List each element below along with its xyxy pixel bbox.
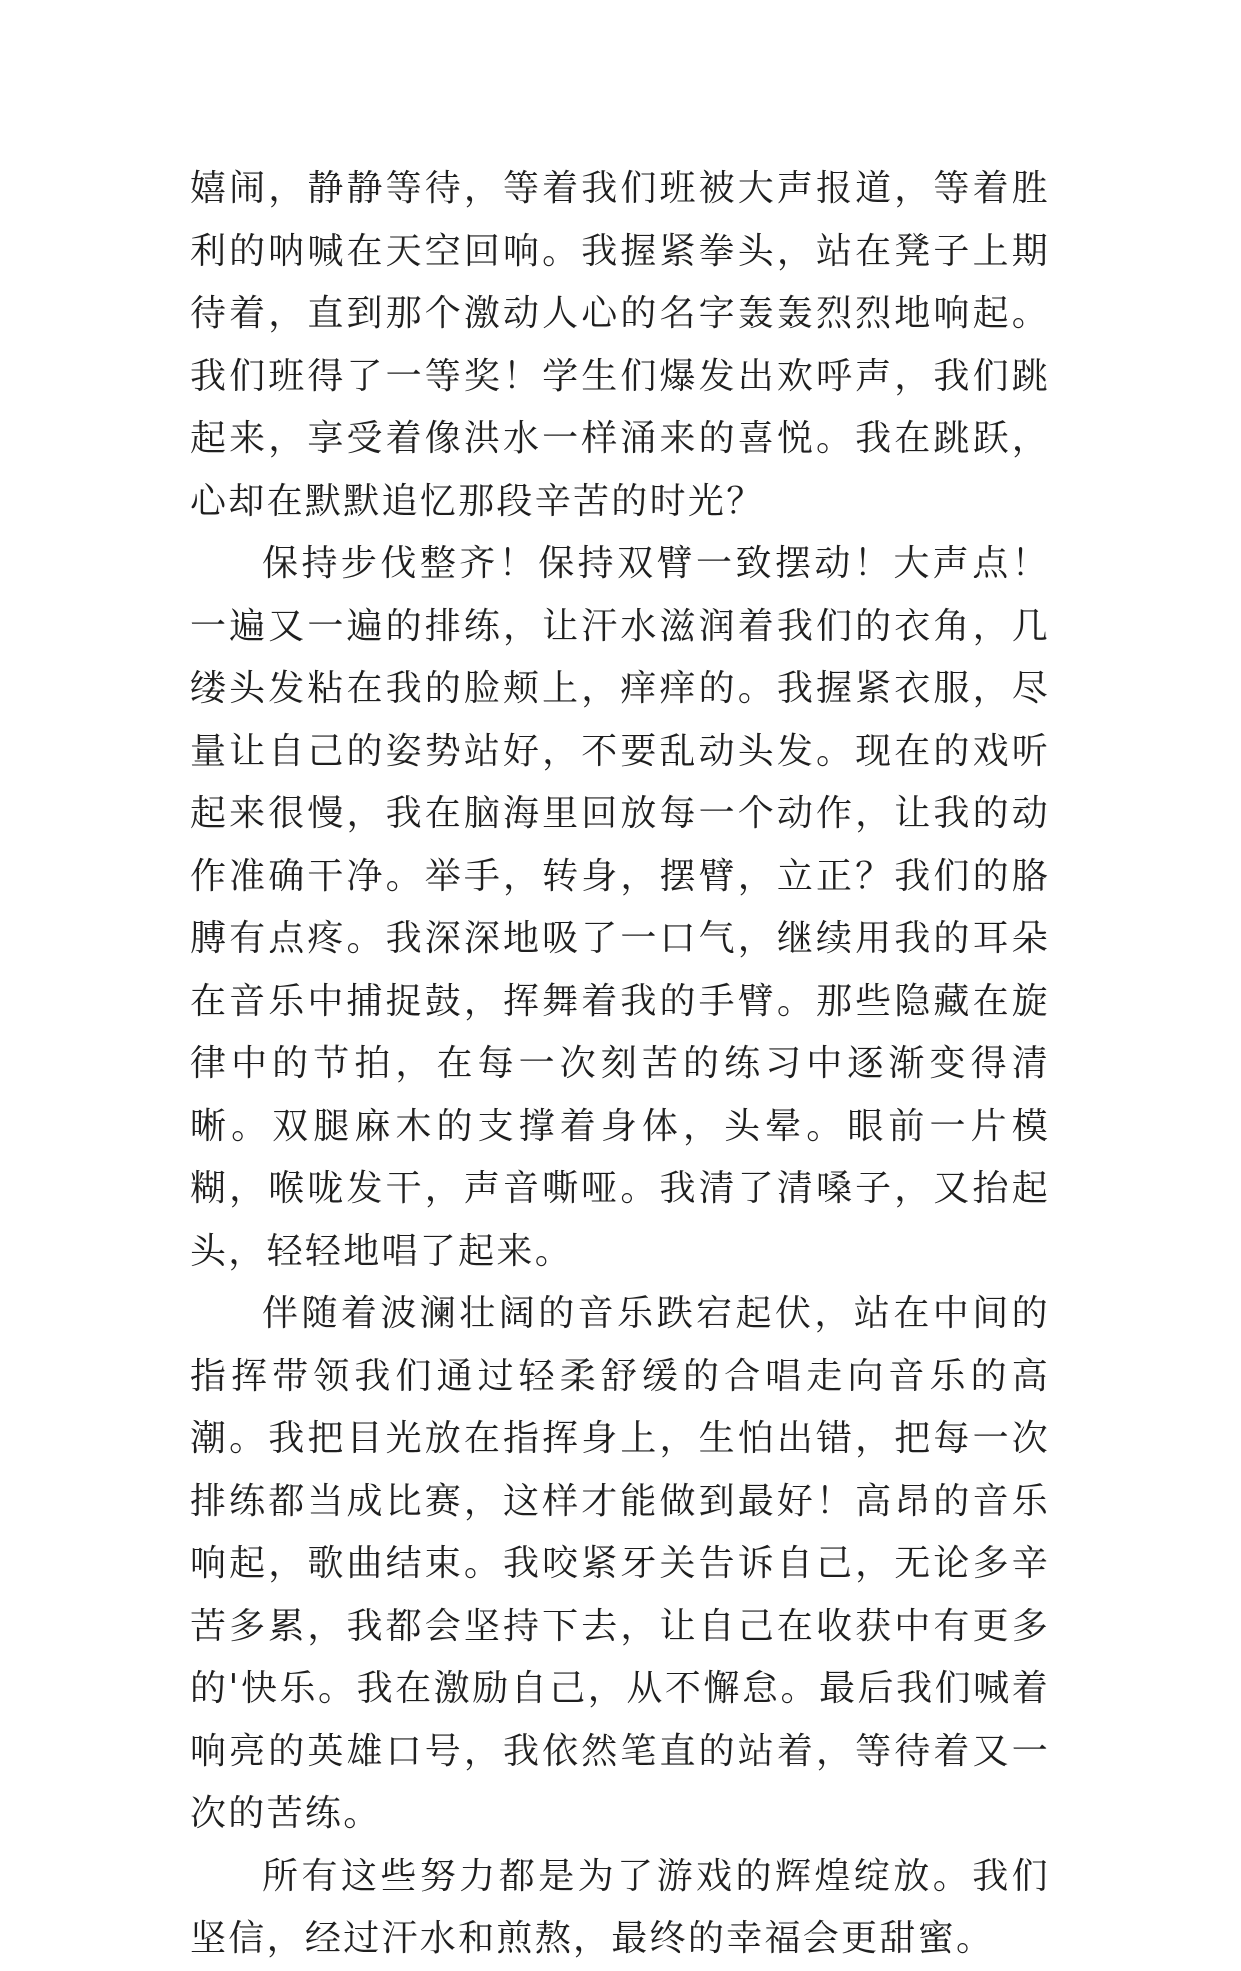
paragraph-2: 保持步伐整齐！保持双臂一致摆动！大声点！一遍又一遍的排练，让汗水滋润着我们的衣角，几缕头发粘在我的脸颊上，痒痒的。我握紧衣服，尽量让自己的姿势站好，不要乱动头发。现在的戏听起来很慢，我在脑海里回放每一个动作，让我的动作准确干净。举手，转身，摆臂，立正？我们的胳膊有点疼。我深深地吸了一口气，继续用我的耳朵在音乐中捕捉鼓，挥舞着我的手臂。那些隐藏在旋律中的节拍，在每一次刻苦的练习中逐渐变得清晰。双腿麻木的支撑着身体，头晕。眼前一片模糊，喉咙发干，声音嘶哑。我清了清嗓子，又抬起头，轻轻地唱了起来。 <box>190 543 1050 1272</box>
paragraph-1: 嬉闹，静静等待，等着我们班被大声报道，等着胜利的呐喊在天空回响。我握紧拳头，站在凳子上期待着，直到那个激动人心的名字轰轰烈烈地响起。我们班得了一等奖！学生们爆发出欢呼声，我们跳起来，享受着像洪水一样涌来的喜悦。我在跳跃，心却在默默追忆那段辛苦的时光？ <box>190 168 1050 522</box>
paragraph-4: 所有这些努力都是为了游戏的辉煌绽放。我们坚信，经过汗水和煎熬，最终的幸福会更甜蜜。 <box>190 1855 1050 1959</box>
body-text <box>190 158 1050 1971</box>
paragraph-3: 伴随着波澜壮阔的音乐跌宕起伏，站在中间的指挥带领我们通过轻柔舒缓的合唱走向音乐的高潮。我把目光放在指挥身上，生怕出错，把每一次排练都当成比赛，这样才能做到最好！高昂的音乐响起，歌曲结束。我咬紧牙关告诉自己，无论多辛苦多累，我都会坚持下去，让自己在收获中有更多的'快乐。我在激励自己，从不懈怠。最后我们喊着响亮的英雄口号，我依然笔直的站着，等待着又一次的苦练。 <box>190 1293 1050 1834</box>
